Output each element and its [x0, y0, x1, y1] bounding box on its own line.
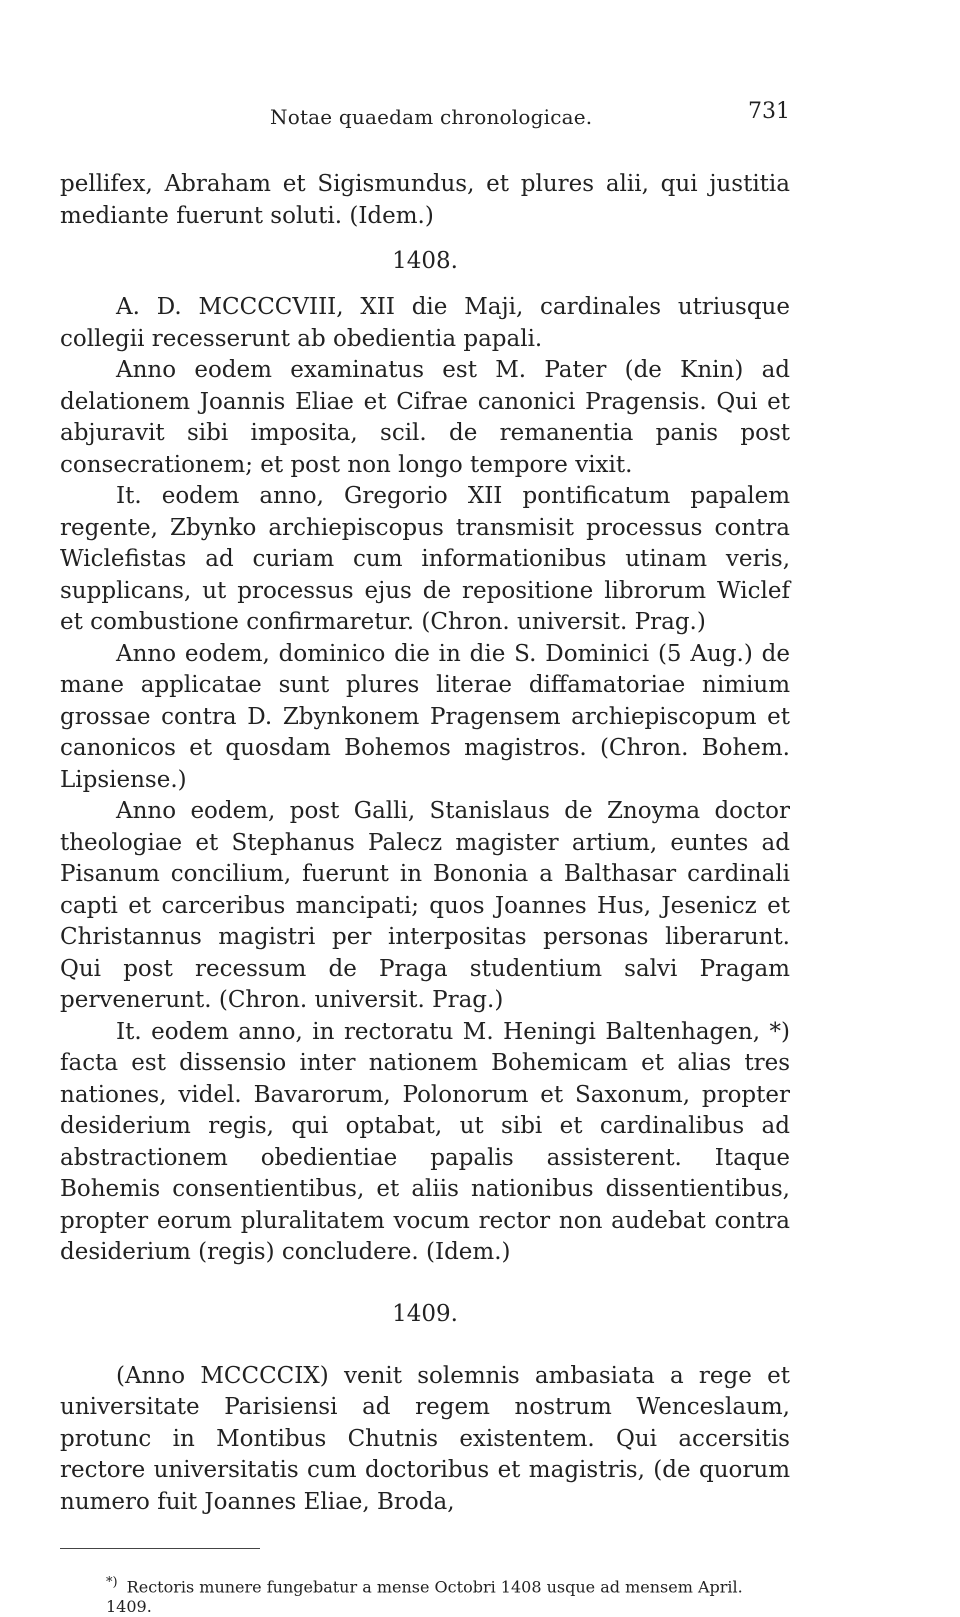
- paragraph-zbynko: It. eodem anno, Gregorio XII pontificatum papalem regente, Zbynko archiepiscopus transmisit processus contra Wiclefistas ad curiam cum informationibus utinam veris, supplicans, ut processus ejus de repositione librorum Wiclef et combustione confirmaretur. (Chron. universit. Prag.): [60, 483, 790, 635]
- paragraph-examination: Anno eodem examinatus est M. Pater (de Knin) ad delationem Joannis Eliae et Cifrae canonici Pragensis. Qui et abjuravit sibi imposita, scil. de remanentia panis post consecrationem; et post non longo tempore vixit.: [60, 357, 790, 478]
- running-title: Notae quaedam chronologicae.: [270, 105, 593, 129]
- paragraph-bononia: Anno eodem, post Galli, Stanislaus de Znoyma doctor theologiae et Stephanus Palecz magister artium, euntes ad Pisanum concilium, fuerunt in Bononia a Balthasar cardinali capti et carceribus mancipati; quos Joannes Hus, Jesenicz et Christannus magistri per interpositas personas liberarunt. Qui post recessum de Praga studentium salvi Pragam pervenerunt. (Chron. universit. Prag.): [60, 798, 790, 1013]
- page: [60, 95, 790, 1617]
- year-heading-1409: 1409.: [392, 1300, 458, 1327]
- paragraph-ambasiata: (Anno MCCCCIX) venit solemnis ambasiata a rege et universitate Parisiensi ad regem nostrum Wenceslaum, protunc in Montibus Chutnis existentem. Qui accersitis rectore universitatis cum doctoribus et magistris, (de quorum numero fuit Joannes Eliae, Broda,: [60, 1362, 790, 1515]
- footnote: [60, 1573, 790, 1617]
- footnote-text: Rectoris munere fungebatur a mense Octobri 1408 usque ad mensem April. 1409.: [106, 1577, 743, 1617]
- footnote-divider: [60, 1548, 260, 1549]
- year-heading-1408: 1408.: [392, 248, 458, 274]
- paragraph-cardinals: A. D. MCCCCVIII, XII die Maji, cardinales utriusque collegii recesserunt ab obedientia papali.: [60, 294, 790, 352]
- paragraph-dissensio: It. eodem anno, in rectoratu M. Heningi Baltenhagen, *) facta est dissensio inter nationem Bohemicam et alias tres nationes, videl. Bavarorum, Polonorum et Saxonum, propter desiderium regis, qui optabat, ut sibi et cardinalibus ad abstractionem obedientiae papalis assisterent. Itaque Bohemis consentientibus, et aliis nationibus dissentientibus, propter eorum pluralitatem vocum rector non audebat contra desiderium (regis) concludere. (Idem.): [60, 1018, 790, 1265]
- running-head: [60, 95, 790, 135]
- footnote-mark: *): [106, 1575, 118, 1590]
- page-number: 731: [748, 99, 790, 124]
- paragraph-continuation: pellifex, Abraham et Sigismundus, et plures alii, qui justitia mediante fuerunt soluti. (Idem.): [60, 171, 790, 229]
- paragraph-literae: Anno eodem, dominico die in die S. Dominici (5 Aug.) de mane applicatae sunt plures literae diffamatoriae nimium grossae contra D. Zbynkonem Pragensem archiepiscopum et canonicos et quosdam Bohemos magistros. (Chron. Bohem. Lipsiense.): [60, 640, 790, 793]
